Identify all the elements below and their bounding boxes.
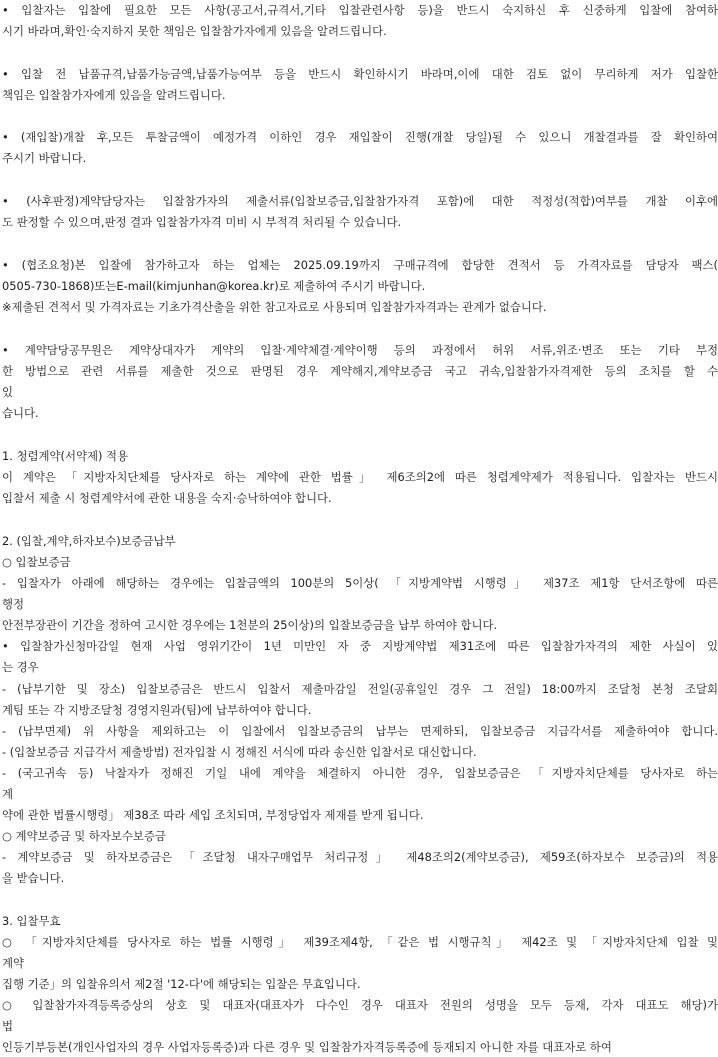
text-line: 계약: [2, 956, 25, 970]
text-line: • 입찰 전 납품규격,납품가능금액,납품가능여부 등을 반드시 확인하시기 바라며,이에 대한 검토 없이 무리하게 저가 입찰한: [2, 67, 718, 81]
text-line: ○ 「지방자치단체를 당사자로 하는 법률 시행령」 제39조제4항, 「같은 법 시행규칙」 제42조 및 「지방자치단체 입찰 및: [2, 935, 718, 949]
text-line: - (납부면제) 위 사항을 제외하고는 이 입찰에서 입찰보증금의 납부는 면제하되, 입찰보증금 지급각서를 제출하여야 합니다.: [2, 724, 718, 738]
text-line: 3. 입찰무효: [2, 914, 61, 928]
text-line: 도 판정할 수 있으며,판정 결과 입찰참가자격 미비 시 부적격 처리될 수 있습니다.: [2, 215, 402, 229]
text-line: 책임은 입찰참가자에게 있음을 알려드립니다.: [2, 88, 226, 102]
text-line: 있: [2, 385, 14, 399]
text-line: 인등기부등본(개인사업자의 경우 사업자등록증)과 다른 경우 및 입찰참가자격등록증에 등재되지 아니한 자를 대표자로 하여: [2, 1040, 612, 1054]
text-line: • 계약담당공무원은 계약상대자가 계약의 입찰·계약체결·계약이행 등의 과정에서 허위 서류,위조·변조 또는 기타 부정: [2, 343, 718, 357]
text-line: 을 받습니다.: [2, 871, 65, 885]
text-line: 계: [2, 787, 14, 801]
text-line: - (국고귀속 등) 낙찰자가 정해진 기일 내에 계약을 체결하지 아니한 경우, 입찰보증금은 「지방자치단체를 당사자로 하는: [2, 766, 718, 780]
text-line: - (납부기한 및 장소) 입찰보증금은 반드시 입찰서 제출마감일 전일(공휴일인 경우 그 전일) 18:00까지 조달청 본청 조달회: [2, 682, 718, 696]
text-line: ○ 계약보증금 및 하자보수보증금: [2, 829, 166, 843]
text-line: 계팀 또는 각 지방조달청 경영지원과(팀)에 납부하여야 합니다.: [2, 703, 312, 717]
text-line: 주시기 바랍니다.: [2, 151, 87, 165]
text-line: - (입찰보증금 지급각서 제출방법) 전자입찰 시 정해진 서식에 따라 송신한 입찰서로 대신합니다.: [2, 745, 477, 759]
text-line: ○ 입찰참가자격등록증상의 상호 및 대표자(대표자가 다수인 경우 대표자 전원의 성명을 모두 등재, 각자 대표도 해당)가: [2, 998, 718, 1012]
text-line: 한 방법으로 관련 서류를 제출한 것으로 판명된 경우 계약해지,계약보증금 국고 귀속,입찰참가자격제한 등의 조치를 할 수: [2, 364, 718, 378]
text-line: 약에 관한 법률시행령」 제38조 따라 세입 조치되며, 부정당업자 제재를 받게 됩니다.: [2, 808, 424, 822]
text-line: ○ 입찰보증금: [2, 555, 71, 569]
text-line: 는 경우: [2, 660, 39, 674]
text-line: 2. (입찰,계약,하자보수)보증금납부: [2, 534, 176, 548]
text-line: - 계약보증금 및 하자보증금은 「조달청 내자구매업무 처리규정」 제48조의2(계약보증금), 제59조(하자보수 보증금)의 적용: [2, 850, 718, 864]
text-line: 행정: [2, 597, 25, 611]
text-line: • 입찰자는 입찰에 필요한 모든 사항(공고서,규격서,기타 입찰관련사항 등)을 반드시 숙지하신 후 신중하게 입찰에 참여하: [2, 3, 718, 17]
text-line: • (협조요청)본 입찰에 참가하고자 하는 업체는 2025.09.19까지 구매규격에 합당한 견적서 등 가격자료를 담당자 팩스(: [2, 258, 718, 272]
text-line: • 입찰참가신청마감일 현재 사업 영위기간이 1년 미만인 자 중 지방계약법 제31조에 따른 입찰참가자격의 제한 사실이 있: [2, 639, 718, 653]
text-line: - 입찰자가 아래에 해당하는 경우에는 입찰금액의 100분의 5이상( 「지방계약법 시행령」 제37조 제1항 단서조항에 따른: [2, 576, 718, 590]
text-line: 집행 기준」의 입찰유의서 제2절 '12-다'에 해당되는 입찰은 무효입니다.: [2, 977, 361, 991]
text-line: • (재입찰)개찰 후,모든 투찰금액이 예정가격 이하인 경우 재입찰이 진행(개찰 당일)될 수 있으니 개찰결과를 잘 확인하여: [2, 130, 718, 144]
text-line: 1. 청렴계약(서약제) 적용: [2, 449, 129, 463]
text-line: 시기 바라며,확인·숙지하지 못한 책임은 입찰참가자에게 있음을 알려드립니다.: [2, 24, 387, 38]
text-line: 입찰서 제출 시 청렴계약서에 관한 내용을 숙지·승낙하여야 합니다.: [2, 491, 332, 505]
text-line: • (사후판정)계약담당자는 입찰참가자의 제출서류(입찰보증금,입찰참가자격 포함)에 대한 적정성(적합)여부를 개찰 이후에: [2, 194, 718, 208]
text-line: 이 계약은 「지방자치단체를 당사자로 하는 계약에 관한 법률」 제6조의2에 따른 청렴계약제가 적용됩니다. 입찰자는 반드시: [2, 470, 718, 484]
text-line: 0505-730-1868)또는E-mail(kimjunhan@korea.kr)로 제출하여 주시기 바랍니다.: [2, 279, 426, 293]
text-line: ※제출된 견적서 및 가격자료는 기초가격산출을 위한 참고자료로 사용되며 입찰참가자격과는 관계가 없습니다.: [2, 300, 547, 314]
text-line: 법: [2, 1019, 14, 1033]
text-line: 안전부장관이 기간을 정하여 고시한 경우에는 1천분의 25이상)의 입찰보증금을 납부 하여야 합니다.: [2, 618, 498, 632]
text-line: 습니다.: [2, 406, 39, 420]
